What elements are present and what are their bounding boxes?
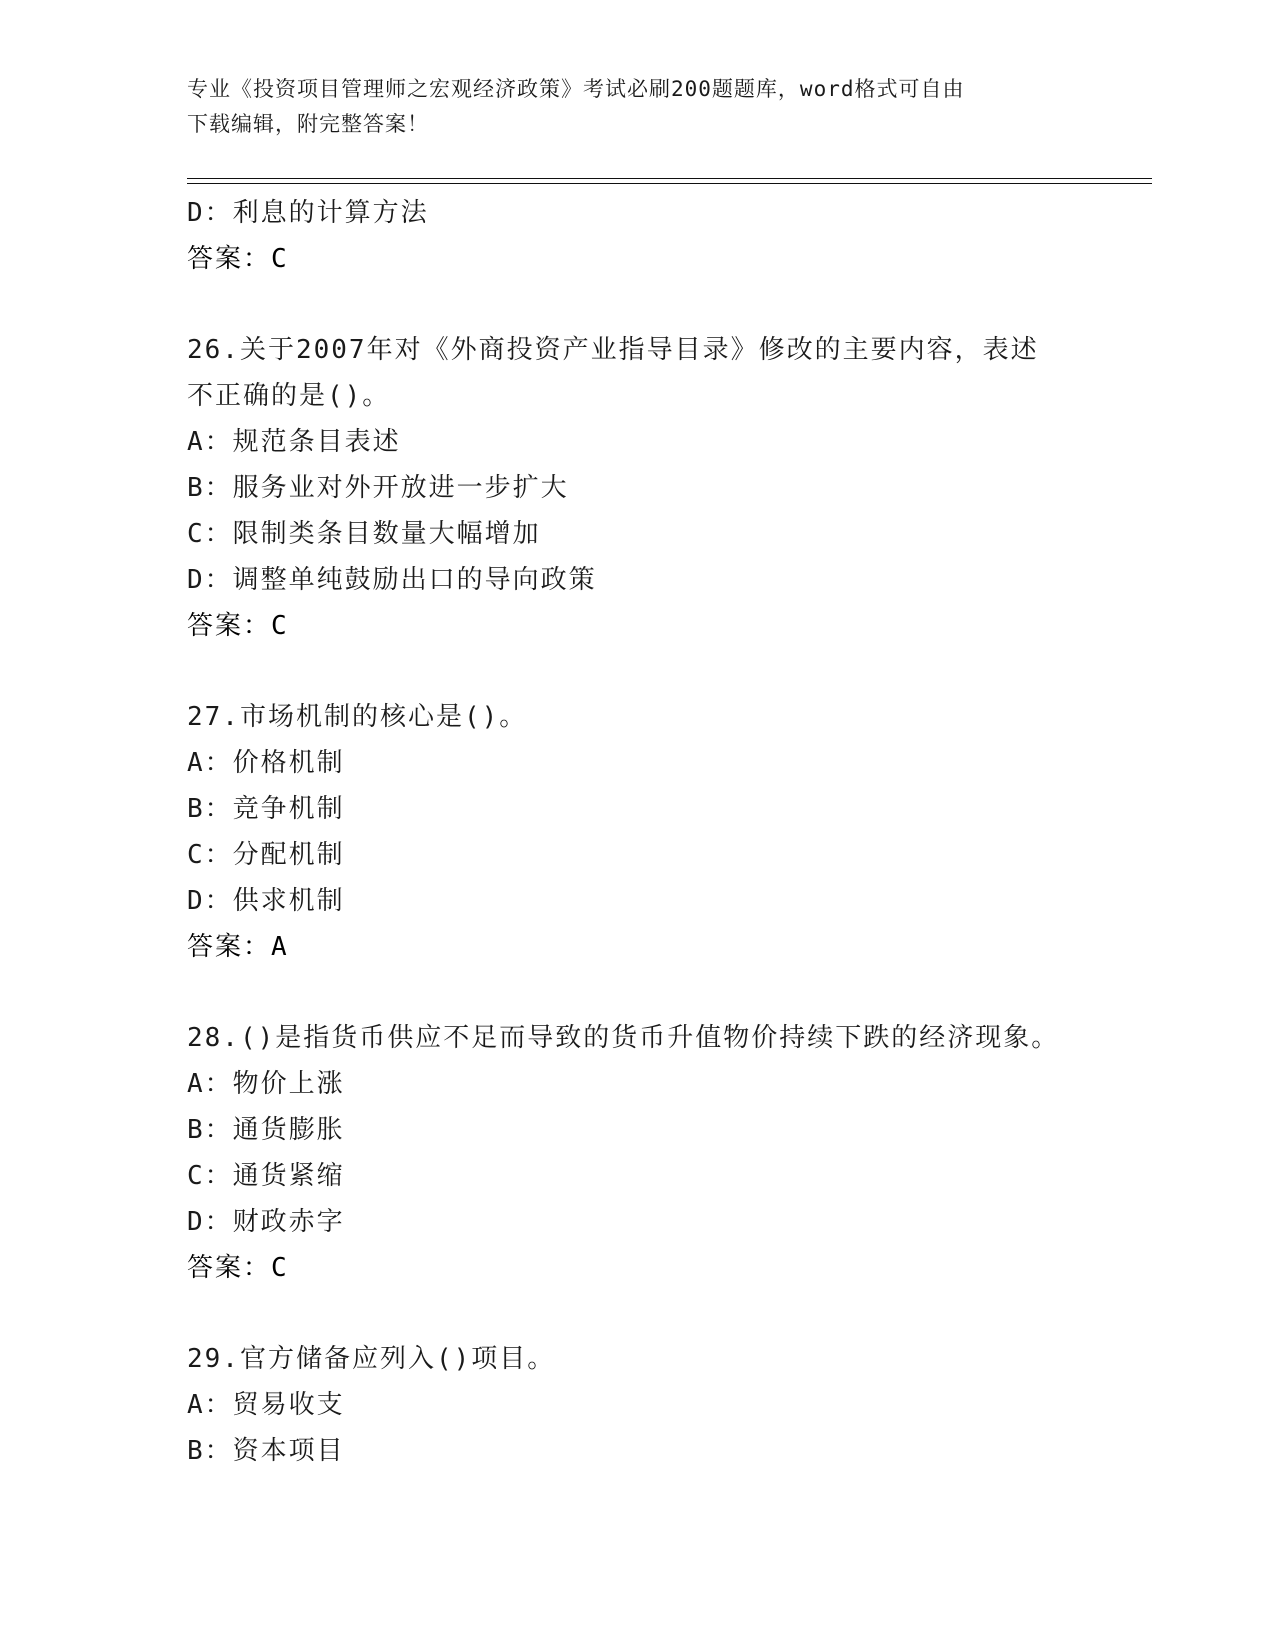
question-text: 26.关于2007年对《外商投资产业指导目录》修改的主要内容，表述 — [187, 335, 1039, 365]
option-b: B：竞争机制 — [187, 794, 345, 824]
option-b: B：资本项目 — [187, 1436, 345, 1466]
answer: 答案：C — [187, 611, 289, 641]
question-28 — [187, 1015, 1087, 1291]
option-c: C：通货紧缩 — [187, 1161, 345, 1191]
question-text-continued: 不正确的是()。 — [187, 381, 391, 411]
question-25-tail — [187, 190, 1087, 282]
spacer — [187, 282, 1087, 327]
spacer — [187, 649, 1087, 694]
option-a: A：物价上涨 — [187, 1069, 345, 1099]
question-text: 28.()是指货币供应不足而导致的货币升值物价持续下跌的经济现象。 — [187, 1023, 1060, 1053]
option-d: D：供求机制 — [187, 886, 345, 916]
question-list — [187, 190, 1087, 1474]
question-29 — [187, 1336, 1087, 1474]
header-line-2: 下载编辑，附完整答案！ — [187, 112, 429, 136]
option-a: A：规范条目表述 — [187, 427, 401, 457]
header-line-1: 专业《投资项目管理师之宏观经济政策》考试必刷200题题库，word格式可自由 — [187, 77, 965, 101]
header-divider-bottom — [187, 183, 1152, 184]
question-26 — [187, 327, 1087, 649]
option-a: A：价格机制 — [187, 748, 345, 778]
option-c: C：限制类条目数量大幅增加 — [187, 519, 541, 549]
option-d: D：利息的计算方法 — [187, 198, 429, 228]
header-divider-top — [187, 178, 1152, 179]
option-c: C：分配机制 — [187, 840, 345, 870]
question-text: 27.市场机制的核心是()。 — [187, 702, 528, 732]
answer: 答案：C — [187, 1253, 289, 1283]
answer: 答案：A — [187, 932, 289, 962]
question-text: 29.官方储备应列入()项目。 — [187, 1344, 556, 1374]
option-d: D：调整单纯鼓励出口的导向政策 — [187, 565, 597, 595]
option-b: B：通货膨胀 — [187, 1115, 345, 1145]
document-header — [187, 72, 1067, 142]
option-a: A：贸易收支 — [187, 1390, 345, 1420]
option-d: D：财政赤字 — [187, 1207, 345, 1237]
answer: 答案：C — [187, 244, 289, 274]
option-b: B：服务业对外开放进一步扩大 — [187, 473, 569, 503]
question-27 — [187, 694, 1087, 970]
spacer — [187, 1291, 1087, 1336]
spacer — [187, 970, 1087, 1015]
